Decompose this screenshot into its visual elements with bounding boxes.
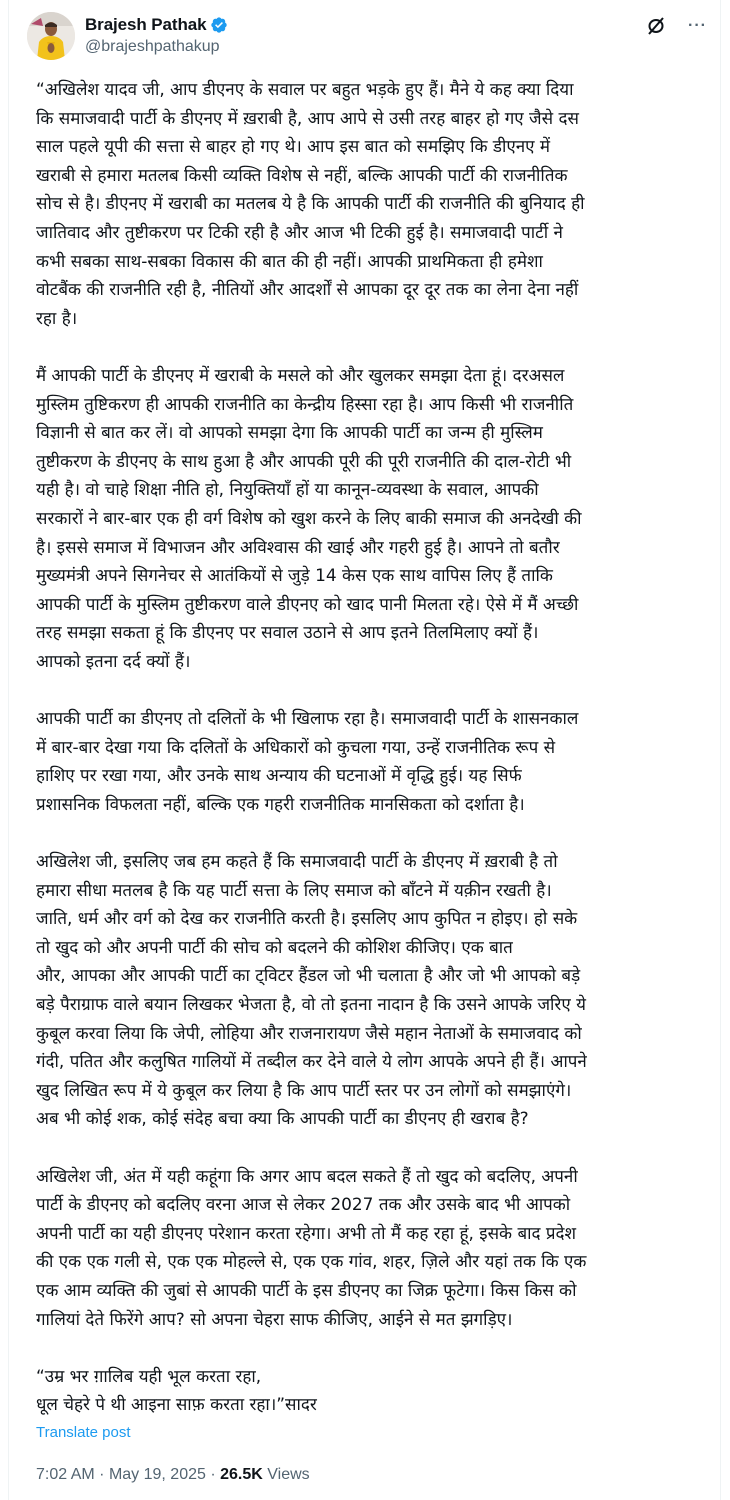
post-text-line: सरकारों ने बार-बार एक ही वर्ग विशेष को खुश करने के लिए बाकी समाज की अनदेखी की	[36, 508, 582, 529]
post-text-line: अखिलेश जी, अंत में यही कहूंगा कि अगर आप बदल सकते हैं तो खुद को बदलिए, अपनी	[36, 1166, 578, 1187]
post-text-line: में बार-बार देखा गया कि दलितों के अधिकारों को कुचला गया, उन्हें राजनीतिक रूप से	[36, 737, 556, 758]
post-text-line: मुख्यमंत्री अपने सिगनेचर से आतंकियों से जुड़े 14 केस एक साथ वापिस लिए हैं ताकि	[36, 566, 553, 587]
post-text-line: तो खुद को और अपनी पार्टी की सोच को बदलने की कोशिश कीजिए। एक बात	[36, 937, 513, 958]
post-text-line: मैं आपकी पार्टी के डीएनए में खराबी के मसले को और खुलकर समझा देता हूं। दरअसल	[36, 365, 565, 386]
post-text-line: बड़े पैराग्राफ वाले बयान लिखकर भेजता है, वो तो इतना नादान है कि उसने आपके जरिए ये	[36, 995, 586, 1015]
post-text-line: है। इससे समाज में विभाजन और अविश्वास की खाई और गहरी हुई है। आपने तो बतौर	[36, 537, 560, 558]
post-text	[36, 76, 726, 1449]
post-text-line: कुबूल करवा लिया कि जेपी, लोहिया और राजनारायण जैसे महान नेताओं के समाजवाद को	[36, 1023, 582, 1044]
post-text-line: तुष्टीकरण के डीएनए के साथ हुआ है और आपकी पूरी की पूरी राजनीति की दाल-रोटी भी	[36, 451, 572, 472]
post-text-line: खराबी से हमारा मतलब किसी व्यक्ति विशेष से नहीं, बल्कि आपकी पार्टी की राजनीतिक	[36, 165, 568, 186]
post-date[interactable]: May 19, 2025	[108, 1466, 206, 1483]
post-paragraph	[36, 76, 726, 333]
post-text-line: गंदी, पतित और कलुषित गालियों में तब्दील कर देने वाले ये लोग आपके अपने ही हैं। आपने	[36, 1052, 587, 1073]
post-paragraph	[36, 1163, 726, 1335]
post-text-line: एक आम व्यक्ति की जुबां से आपकी पार्टी के इस डीएनए का जिक्र फूटेगा। किस किस को	[36, 1280, 577, 1301]
post-text-line: वोटबैंक की राजनीति रही है, नीतियों और आदर्शों से आपका दूर दूर तक का लेना देना नहीं	[36, 280, 579, 301]
post-text-line: साल पहले यूपी की सत्ता से बाहर हो गए थे। आप इस बात को समझिए कि डीएनए में	[36, 137, 550, 158]
post-text-line: अखिलेश जी, इसलिए जब हम कहते हैं कि समाजवादी पार्टी के डीएनए में ख़राबी है तो	[36, 852, 558, 873]
post-text-line: तरह समझा सकता हूं कि डीएनए पर सवाल उठाने से आप इतने तिलमिलाए क्यों हैं।	[36, 623, 539, 644]
post-text-line: गालियां देते फिरेंगे आप? सो अपना चेहरा साफ कीजिए, आईने से मत झगड़िए।	[36, 1309, 513, 1330]
post-meta	[36, 1466, 310, 1484]
handle[interactable]: @brajeshpathakup	[85, 38, 220, 55]
post-text-line: विज्ञानी से बात कर लें। वो आपको समझा देगा कि आपकी पार्टी का जन्म ही मुस्लिम	[36, 423, 543, 444]
author-names	[85, 14, 228, 56]
post-text-line: आपकी पार्टी का डीएनए तो दलितों के भी खिलाफ रहा है। समाजवादी पार्टी के शासनकाल	[36, 709, 579, 730]
post-paragraph	[36, 1363, 726, 1420]
post-text-line: आपकी पार्टी के मुस्लिम तुष्टीकरण वाले डीएनए को खाद पानी मिलता रहे। ऐसे में मैं अच्छी	[36, 594, 579, 615]
more-options-icon[interactable]: ···	[688, 17, 707, 34]
post-text-line: और, आपका और आपकी पार्टी का ट्विटर हैंडल जो भी चलाता है और जो भी आपको बड़े	[36, 966, 581, 987]
post-text-line: खुद लिखित रूप में ये कुबूल कर लिया है कि आप पार्टी स्तर पर उन लोगों को समझाएंगे।	[36, 1080, 572, 1101]
post-text-line: “उम्र भर ग़ालिब यही भूल करता रहा,	[36, 1366, 262, 1387]
post-text-line: यही है। वो चाहे शिक्षा नीति हो, नियुक्तियाँ हों या कानून-व्यवस्था के सवाल, आपकी	[36, 480, 539, 501]
avatar[interactable]	[27, 12, 75, 60]
display-name[interactable]: Brajesh Pathak	[85, 15, 207, 34]
views-label: Views	[267, 1466, 310, 1483]
post-text-line: की एक एक गली से, एक एक मोहल्ले से, एक एक गांव, शहर, ज़िले और यहां तक कि एक	[36, 1252, 587, 1273]
post-text-line: हमारा सीधा मतलब है कि यह पार्टी सत्ता के लिए समाज को बाँटने में यक़ीन रखती है।	[36, 880, 552, 901]
post-text-line: कभी सबका साथ-सबका विकास की बात की ही नहीं। आपकी प्राथमिकता ही हमेशा	[36, 251, 543, 272]
top-actions	[646, 16, 707, 36]
post-text-line: पार्टी के डीएनए को बदलिए वरना आज से लेकर 2027 तक और उसके बाद भी आपको	[36, 1195, 571, 1216]
post-text-line: हाशिए पर रखा गया, और उनके साथ अन्याय की घटनाओं में वृद्धि हुई। यह सिर्फ	[36, 766, 522, 787]
avatar-photo-icon	[27, 12, 75, 60]
post-text-line: प्रशासनिक विफलता नहीं, बल्कि एक गहरी राजनीतिक मानसिकता को दर्शाता है।	[36, 794, 525, 815]
post-text-line: जाति, धर्म और वर्ग को देख कर राजनीति करती है। इसलिए आप कुपित न होइए। हो सके	[36, 909, 578, 930]
post-text-line: धूल चेहरे पे थी आइना साफ़ करता रहा।”सादर	[36, 1395, 317, 1416]
separator: ·	[210, 1466, 216, 1483]
post-text-line: अब भी कोई शक, कोई संदेह बचा क्या कि आपकी पार्टी का डीएनए ही खराब है?	[36, 1109, 529, 1130]
post-text-line: जातिवाद और तुष्टीकरण पर टिकी रही है और आज भी टिकी हुई है। समाजवादी पार्टी ने	[36, 222, 563, 243]
post-time[interactable]: 7:02 AM	[36, 1466, 95, 1483]
post-paragraph	[36, 362, 726, 677]
post-text-line: “अखिलेश यादव जी, आप डीएनए के सवाल पर बहुत भड़के हुए हैं। मैने ये कह क्या दिया	[36, 80, 574, 100]
post-text-line: मुस्लिम तुष्टिकरण ही आपकी राजनीति का केन्द्रीय हिस्सा रहा है। आप किसी भी राजनीति	[36, 394, 574, 415]
verified-badge-icon	[210, 16, 228, 34]
grok-icon[interactable]	[646, 16, 666, 36]
views-count: 26.5K	[220, 1466, 263, 1483]
post-text-line: कि समाजवादी पार्टी के डीएनए में ख़राबी है, आप आपे से उसी तरह बाहर हो गए जैसे दस	[36, 108, 579, 129]
post-paragraph	[36, 705, 726, 819]
post-text-line: आपको इतना दर्द क्यों हैं।	[36, 651, 191, 672]
post-text-line: सोच से है। डीएनए में खराबी का मतलब ये है कि आपकी पार्टी की राजनीति की बुनियाद ही	[36, 194, 585, 215]
separator: ·	[99, 1466, 105, 1483]
translate-post-link[interactable]: Translate post	[36, 1424, 131, 1441]
post-paragraph	[36, 848, 726, 1134]
post-text-line: रहा है।	[36, 308, 78, 329]
post-text-line: अपनी पार्टी का यही डीएनए परेशान करता रहेगा। अभी तो मैं कह रहा हूं, इसके बाद प्रदेश	[36, 1223, 577, 1244]
post-card	[8, 0, 721, 1500]
post-header	[27, 12, 717, 64]
